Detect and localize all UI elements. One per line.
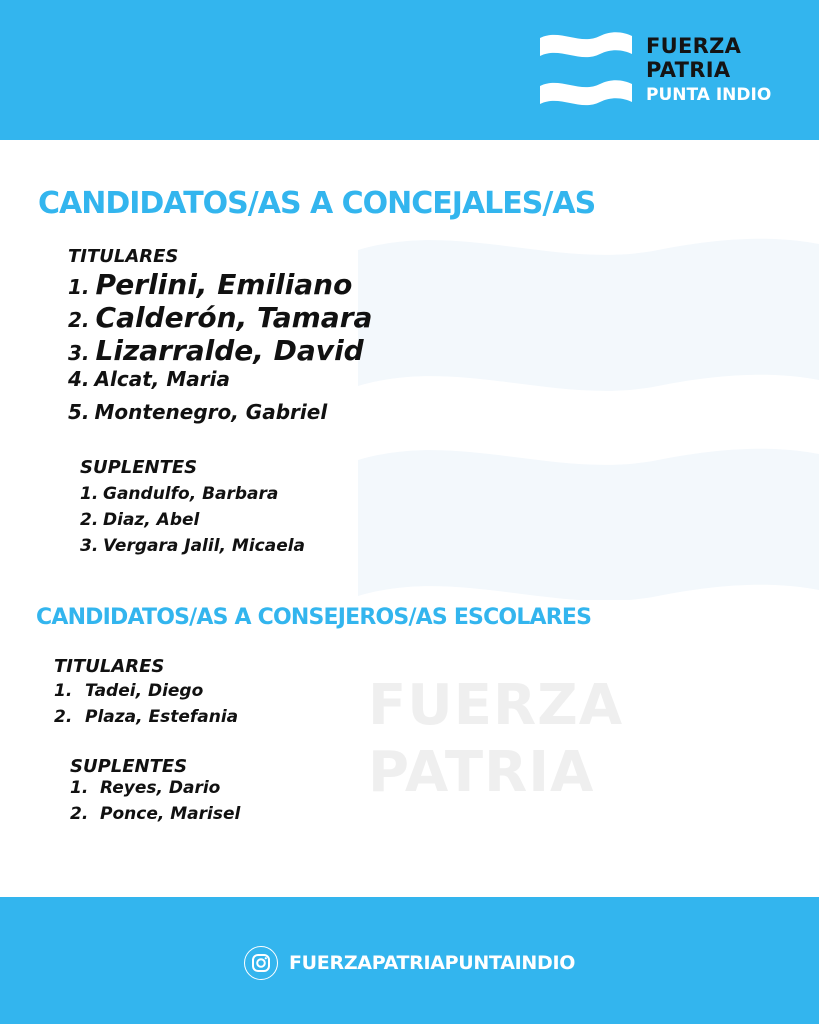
list-number: 1. <box>68 275 90 299</box>
watermark <box>368 672 623 806</box>
candidate-name: Tadei, Diego <box>85 681 204 701</box>
list-number: 2. <box>68 308 90 332</box>
list-item <box>80 510 305 536</box>
list-number: 2. <box>80 510 99 530</box>
list-item <box>70 804 240 830</box>
candidate-name: Vergara Jalil, Micaela <box>103 536 306 556</box>
list-number: 2. <box>54 707 73 727</box>
instagram-icon[interactable] <box>244 946 278 980</box>
candidate-name: Lizarralde, David <box>95 334 364 367</box>
list-item <box>54 681 238 707</box>
candidate-name: Perlini, Emiliano <box>95 268 353 301</box>
list-number: 1. <box>80 484 99 504</box>
candidate-name: Calderón, Tamara <box>95 301 373 334</box>
list-item <box>80 536 305 562</box>
candidate-name: Alcat, Maria <box>94 367 230 391</box>
logo-wordmark <box>646 36 771 104</box>
concejales-titulares-heading: TITULARES <box>68 246 179 267</box>
candidate-name: Diaz, Abel <box>103 510 200 530</box>
concejales-title: CANDIDATOS/AS A CONCEJALES/AS <box>38 186 596 221</box>
list-item <box>68 301 372 334</box>
consejeros-suplentes-heading: SUPLENTES <box>70 756 188 777</box>
concejales-suplentes-list <box>80 484 305 562</box>
instagram-handle-link[interactable]: FUERZAPATRIAPUNTAINDIO <box>289 952 576 974</box>
logo-line-punta-indio: PUNTA INDIO <box>646 85 772 105</box>
candidate-name: Gandulfo, Barbara <box>103 484 279 504</box>
list-number: 5. <box>68 400 90 424</box>
logo-line-patria: PATRIA <box>646 58 731 82</box>
list-item <box>80 484 305 510</box>
instagram-glyph-icon <box>251 953 271 973</box>
list-number: 3. <box>68 341 90 365</box>
list-number: 2. <box>70 804 89 824</box>
list-number: 1. <box>70 778 89 798</box>
watermark-line-1: FUERZA <box>368 673 624 738</box>
list-item <box>68 367 372 400</box>
watermark-line-2: PATRIA <box>368 740 595 806</box>
consejeros-title: CANDIDATOS/AS A CONSEJEROS/AS ESCOLARES <box>36 605 592 630</box>
list-item <box>54 707 238 733</box>
wave-flag-icon <box>540 30 632 106</box>
list-number: 3. <box>80 536 99 556</box>
candidate-name: Reyes, Dario <box>100 778 221 798</box>
logo-line-fuerza: FUERZA <box>646 34 742 58</box>
concejales-titulares-list <box>68 268 372 433</box>
concejales-suplentes-heading: SUPLENTES <box>80 457 198 478</box>
header-banner <box>0 0 819 140</box>
list-item <box>68 268 372 301</box>
list-item <box>68 400 372 433</box>
list-number: 4. <box>68 367 90 391</box>
consejeros-suplentes-list <box>70 778 240 830</box>
candidate-name: Montenegro, Gabriel <box>94 400 328 424</box>
candidate-name: Ponce, Marisel <box>100 804 241 824</box>
background-wave-decoration <box>358 230 819 600</box>
list-item <box>68 334 372 367</box>
list-number: 1. <box>54 681 73 701</box>
candidate-name: Plaza, Estefania <box>85 707 239 727</box>
consejeros-titulares-list <box>54 681 238 733</box>
list-item <box>70 778 240 804</box>
consejeros-titulares-heading: TITULARES <box>54 656 165 677</box>
